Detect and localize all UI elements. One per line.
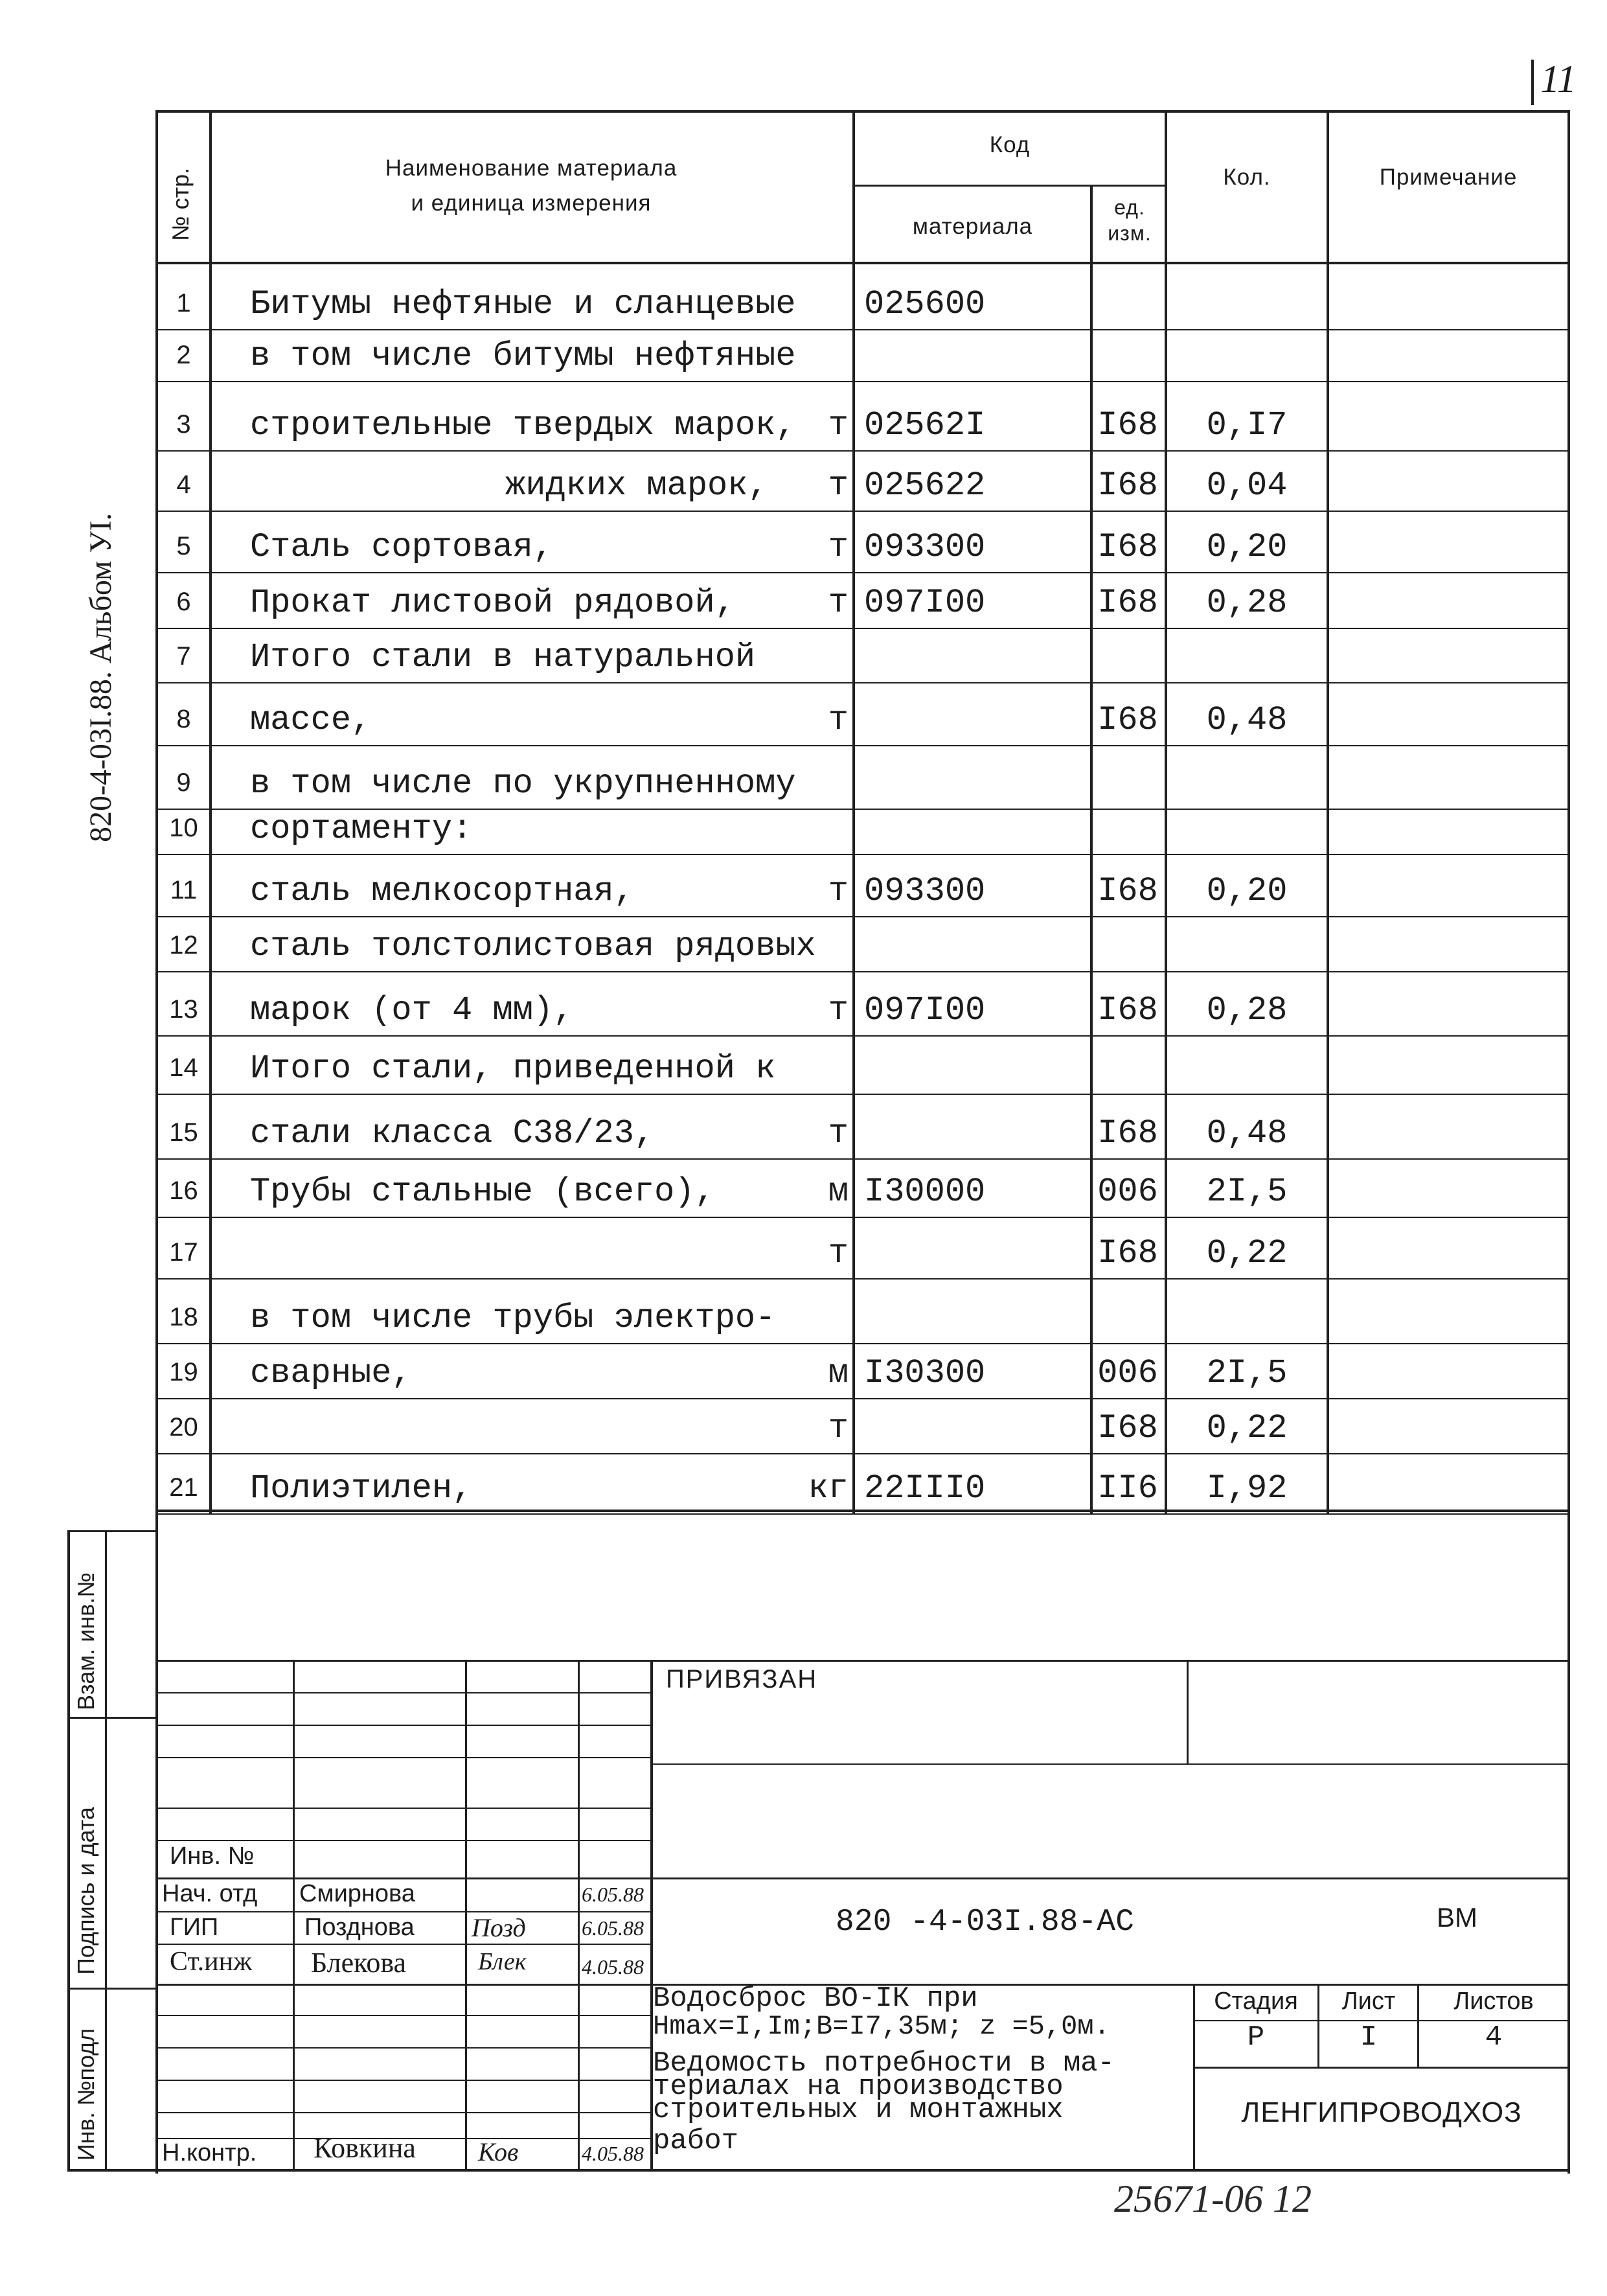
staff-role: Н.контр.: [162, 2139, 257, 2166]
material-name: в том числе по укрупненному: [250, 764, 796, 803]
inv-no-label: Инв. №: [170, 1843, 255, 1870]
unit-code: I68: [1097, 872, 1158, 910]
header-name-line1: Наименование материала: [385, 155, 678, 181]
table-row: [0, 452, 1607, 512]
material-unit: т: [828, 1409, 849, 1447]
table-row: [0, 1280, 1607, 1344]
material-unit: т: [828, 584, 849, 622]
title-line: Ведомость потребности в ма-: [653, 2047, 1115, 2080]
unit-code: I68: [1097, 991, 1158, 1029]
title-line: Hmax=I,Im;B=I7,35м; z =5,0м.: [653, 2011, 1110, 2042]
staff-date: 4.05.88: [582, 2142, 644, 2165]
row-number: 10: [169, 814, 198, 842]
material-name: Трубы стальные (всего),: [250, 1173, 715, 1211]
row-number: 20: [169, 1413, 198, 1441]
row-number: 11: [170, 876, 198, 904]
table-row: [0, 972, 1607, 1037]
row-number: 8: [176, 705, 191, 733]
material-name: Сталь сортовая,: [250, 528, 554, 566]
table-row: [0, 917, 1607, 972]
row-number: 6: [176, 588, 191, 616]
quantity: 0,04: [1206, 466, 1288, 505]
staff-name: Позднова: [304, 1914, 415, 1941]
quantity: 0,20: [1206, 872, 1288, 910]
material-unit: т: [828, 1234, 849, 1272]
doc-code: 820 -4-03I.88-АС: [836, 1905, 1134, 1940]
material-name: Битумы нефтяные и сланцевые: [250, 285, 796, 323]
header-quantity: Кол.: [1223, 165, 1271, 190]
table-row: [0, 1454, 1607, 1515]
row-number: 12: [169, 931, 198, 959]
header-row-number: № стр.: [167, 167, 194, 241]
table-row: [0, 683, 1607, 746]
staff-role: Нач. отд: [162, 1880, 258, 1907]
row-number: 2: [176, 341, 191, 369]
material-unit: т: [828, 872, 849, 910]
staff-role: ГИП: [170, 1914, 219, 1941]
staff-signature: Блек: [478, 1948, 527, 1975]
quantity: 0,22: [1206, 1234, 1288, 1272]
unit-code: I68: [1097, 1114, 1158, 1153]
row-number: 7: [176, 642, 191, 671]
header-name-line2: и единица измерения: [411, 190, 652, 216]
unit-code: I68: [1097, 584, 1158, 622]
header-code-unit: ед. изм.: [1108, 196, 1152, 245]
material-unit: кг: [808, 1469, 849, 1508]
quantity: I,92: [1206, 1469, 1288, 1508]
row-number: 16: [169, 1177, 198, 1205]
header-note: Примечание: [1379, 165, 1518, 190]
material-name: стали класса С38/23,: [250, 1114, 655, 1153]
sheet-value: I: [1360, 2021, 1378, 2054]
material-name: сталь мелкосортная,: [250, 872, 634, 910]
table-row: [0, 855, 1607, 917]
material-name: Полиэтилен,: [250, 1469, 473, 1508]
table-row: [0, 264, 1607, 330]
material-name: в том числе битумы нефтяные: [250, 337, 796, 375]
material-name: Итого стали, приведенной к: [250, 1050, 776, 1088]
material-code: 22III0: [864, 1469, 986, 1508]
unit-code: I68: [1097, 466, 1158, 505]
row-number: 18: [169, 1303, 198, 1331]
unit-code: II6: [1097, 1469, 1158, 1508]
quantity: 2I,5: [1206, 1173, 1288, 1211]
staff-name: Ковкина: [313, 2132, 416, 2164]
table-row: [0, 1160, 1607, 1218]
sheet-label: Лист: [1341, 1988, 1396, 2015]
material-unit: м: [828, 1354, 849, 1392]
table-row: [0, 1344, 1607, 1399]
staff-name: Смирнова: [299, 1880, 415, 1907]
quantity: 0,48: [1206, 1114, 1288, 1153]
material-name: жидких марок,: [505, 466, 768, 505]
table-row: [0, 629, 1607, 683]
table-row: [0, 1037, 1607, 1095]
footer-handwritten: 25671-06 12: [1114, 2177, 1312, 2220]
material-name: Итого стали в натуральной: [250, 638, 756, 676]
quantity: 0,28: [1206, 991, 1288, 1029]
material-name: сварные,: [250, 1354, 412, 1392]
material-name: массе,: [250, 701, 372, 739]
material-name: строительные твердых марок,: [250, 406, 796, 444]
table-row: [0, 382, 1607, 452]
title-line: Водосброс ВО-IК при: [653, 1982, 978, 2015]
row-number: 14: [169, 1053, 198, 1082]
table-row: [0, 1399, 1607, 1454]
material-code: 025600: [864, 285, 986, 323]
material-code: 097I00: [864, 584, 986, 622]
material-name: марок (от 4 мм),: [250, 991, 574, 1029]
unit-code: I68: [1097, 1234, 1158, 1272]
material-unit: т: [828, 991, 849, 1029]
staff-signature: Позд: [472, 1913, 526, 1942]
unit-code: I68: [1097, 701, 1158, 739]
header-code: Код: [989, 132, 1031, 157]
row-number: 1: [176, 289, 191, 317]
material-code: I30000: [864, 1173, 986, 1211]
table-row: [0, 330, 1607, 382]
row-number: 19: [169, 1358, 198, 1386]
row-number: 4: [176, 470, 191, 499]
material-code: 02562I: [864, 406, 986, 444]
material-name: сортаменту:: [250, 810, 473, 848]
staff-date: 6.05.88: [582, 1883, 644, 1906]
staff-signature: Ков: [478, 2137, 519, 2166]
row-number: 15: [169, 1118, 198, 1147]
quantity: 0,20: [1206, 528, 1288, 566]
table-row: [0, 1095, 1607, 1160]
side-label-inv: Инв. №подл: [73, 2028, 99, 2161]
material-unit: т: [828, 1114, 849, 1153]
header-code-material: материала: [912, 214, 1033, 239]
row-number: 3: [176, 410, 191, 439]
title-line: строительных и монтажных: [653, 2094, 1064, 2126]
org-name: ЛЕНГИПРОВОДХОЗ: [1241, 2096, 1522, 2128]
unit-code: 006: [1097, 1173, 1158, 1211]
album-label: 820-4-03I.88. Альбом УI.: [84, 512, 118, 842]
material-unit: м: [828, 1173, 849, 1211]
table-row: [0, 810, 1607, 855]
table-row: [0, 573, 1607, 629]
quantity: 0,28: [1206, 584, 1288, 622]
sheets-label: Листов: [1453, 1988, 1534, 2015]
material-unit: т: [828, 528, 849, 566]
unit-code: 006: [1097, 1354, 1158, 1392]
material-unit: т: [828, 406, 849, 444]
unit-code: I68: [1097, 528, 1158, 566]
staff-name: Блекова: [311, 1947, 407, 1979]
material-unit: т: [828, 466, 849, 505]
material-code: 097I00: [864, 991, 986, 1029]
title-line: работ: [653, 2125, 739, 2157]
staff-date: 4.05.88: [582, 1955, 644, 1979]
title-line: териалах на производство: [653, 2071, 1064, 2103]
side-label-podpis: Подпись и дата: [73, 1807, 99, 1975]
sheets-value: 4: [1485, 2021, 1503, 2054]
material-code: 093300: [864, 528, 986, 566]
row-number: 21: [169, 1473, 198, 1502]
material-code: 025622: [864, 466, 986, 505]
quantity: 2I,5: [1206, 1354, 1288, 1392]
stage-value: Р: [1247, 2021, 1265, 2054]
row-number: 9: [176, 768, 191, 797]
row-number: 13: [169, 995, 198, 1024]
unit-code: I68: [1097, 406, 1158, 444]
stage-label: Стадия: [1214, 1988, 1298, 2015]
sheet-mark: 11: [1540, 58, 1577, 100]
staff-date: 6.05.88: [582, 1916, 644, 1940]
privyazan-label: ПРИВЯЗАН: [666, 1665, 818, 1693]
material-unit: т: [828, 701, 849, 739]
table-row: [0, 1218, 1607, 1280]
table-row: [0, 746, 1607, 810]
material-name: в том числе трубы электро-: [250, 1299, 776, 1337]
side-label-vzam: Взам. инв.№: [73, 1572, 99, 1710]
sheet-mark-tick: [1531, 60, 1534, 105]
quantity: 0,I7: [1206, 406, 1288, 444]
quantity: 0,48: [1206, 701, 1288, 739]
staff-role: Ст.инж: [170, 1947, 253, 1977]
row-number: 17: [169, 1238, 198, 1267]
material-name: сталь толстолистовая рядовых: [250, 927, 816, 965]
material-name: Прокат листовой рядовой,: [250, 584, 735, 622]
unit-code: I68: [1097, 1409, 1158, 1447]
material-code: 093300: [864, 872, 986, 910]
row-number: 5: [176, 532, 191, 560]
table-row: [0, 512, 1607, 573]
doc-mark: ВМ: [1437, 1902, 1477, 1933]
quantity: 0,22: [1206, 1409, 1288, 1447]
material-code: I30300: [864, 1354, 986, 1392]
